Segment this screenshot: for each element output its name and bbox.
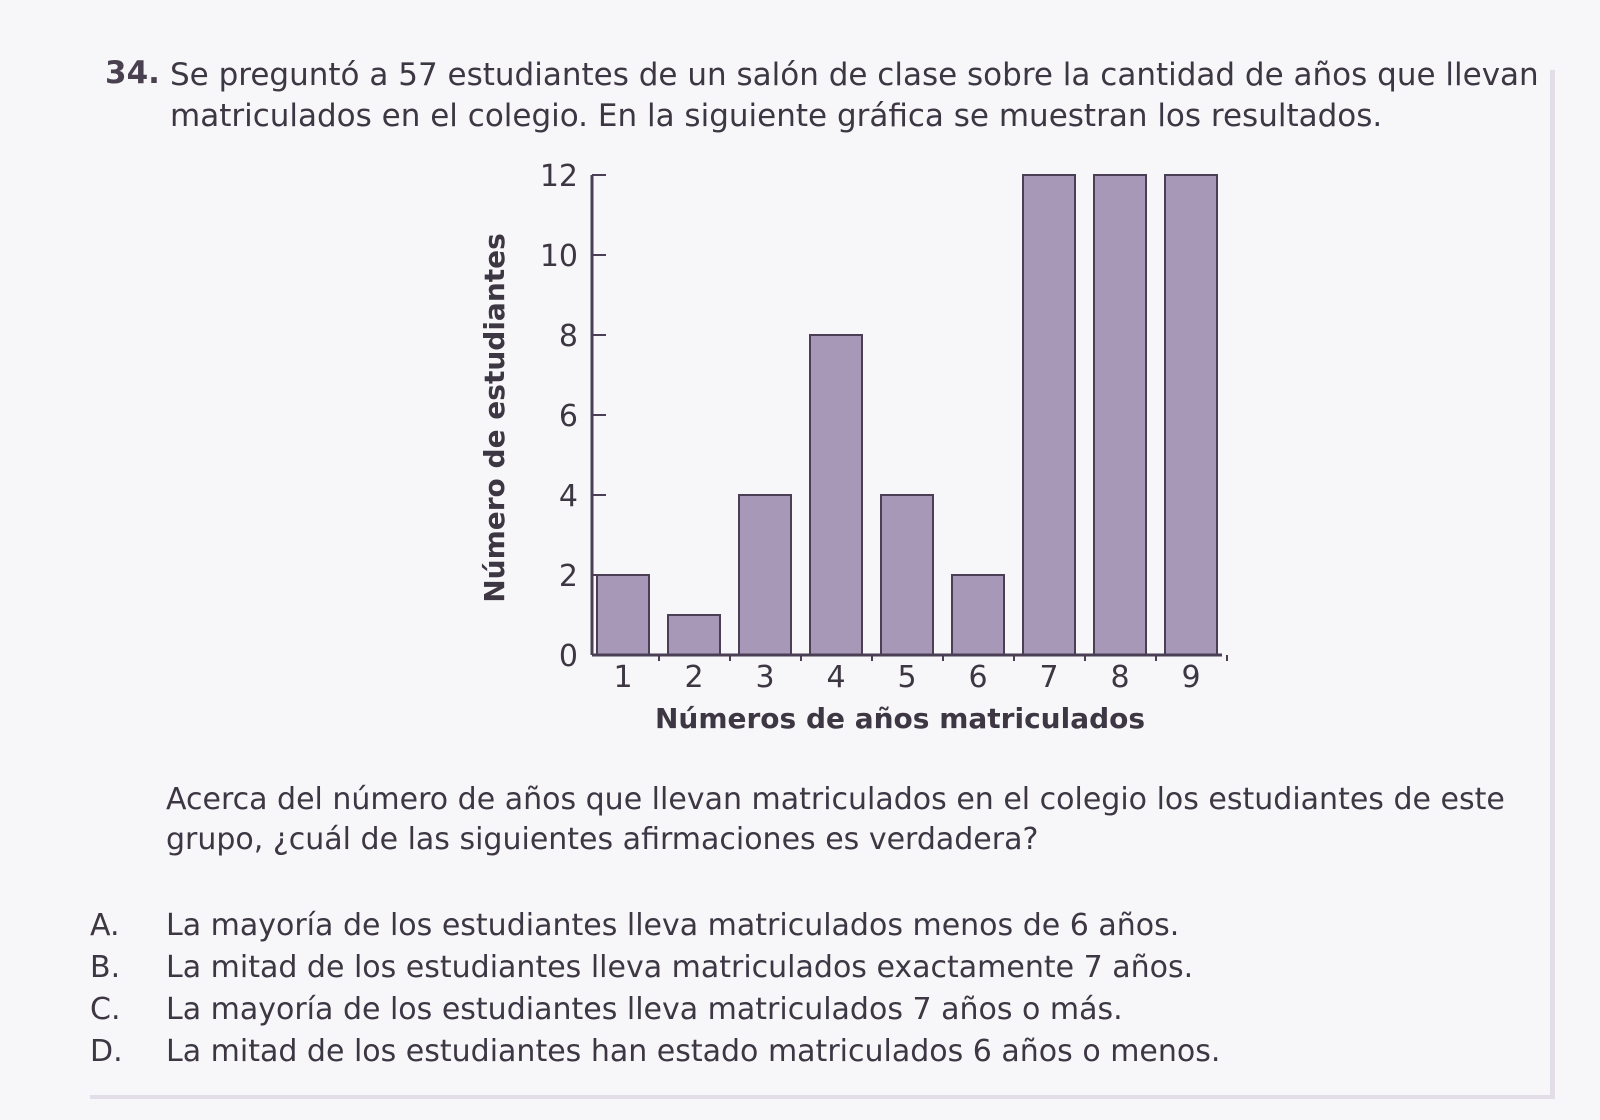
bars-group bbox=[597, 175, 1217, 655]
option-letter: A. bbox=[90, 908, 120, 943]
option-text: La mitad de los estudiantes han estado matriculados 6 años o menos. bbox=[166, 1034, 1221, 1069]
x-tick-label: 1 bbox=[613, 660, 633, 695]
bar-6 bbox=[952, 575, 1004, 655]
option-letter: D. bbox=[90, 1034, 123, 1069]
option-c[interactable] bbox=[90, 989, 1510, 1031]
bar-9 bbox=[1165, 175, 1217, 655]
option-a[interactable] bbox=[90, 905, 1510, 947]
bar-7 bbox=[1023, 175, 1075, 655]
option-text: La mitad de los estudiantes lleva matriculados exactamente 7 años. bbox=[166, 950, 1194, 985]
y-tick-label: 8 bbox=[558, 319, 578, 354]
x-tick-label: 3 bbox=[755, 660, 775, 695]
y-tick-label: 6 bbox=[558, 399, 578, 434]
y-tick-label: 12 bbox=[539, 159, 578, 194]
answer-options bbox=[90, 905, 1510, 1073]
bar-1 bbox=[597, 575, 649, 655]
bar-2 bbox=[668, 615, 720, 655]
question-number: 34. bbox=[105, 55, 160, 91]
bar-8 bbox=[1094, 175, 1146, 655]
x-tick-label: 2 bbox=[684, 660, 704, 695]
y-axis-title: Número de estudiantes bbox=[478, 233, 511, 603]
option-d[interactable] bbox=[90, 1031, 1510, 1073]
y-tick-label: 10 bbox=[539, 239, 578, 274]
x-ticks-group bbox=[613, 655, 1227, 695]
bar-5 bbox=[881, 495, 933, 655]
option-letter: C. bbox=[90, 992, 121, 1027]
x-tick-label: 4 bbox=[826, 660, 846, 695]
x-tick-label: 6 bbox=[968, 660, 988, 695]
x-tick-label: 9 bbox=[1181, 660, 1201, 695]
x-axis-title: Números de años matriculados bbox=[654, 702, 1146, 735]
question-prompt: Acerca del número de años que llevan matriculados en el colegio los estudiantes de este grupo, ¿cuál de las siguientes afirmaciones es verdadera? bbox=[166, 782, 1505, 857]
option-text: La mayoría de los estudiantes lleva matriculados menos de 6 años. bbox=[166, 908, 1180, 943]
x-tick-label: 5 bbox=[897, 660, 917, 695]
option-text: La mayoría de los estudiantes lleva matriculados 7 años o más. bbox=[166, 992, 1123, 1027]
y-tick-label: 0 bbox=[558, 639, 578, 674]
bar-4 bbox=[810, 335, 862, 655]
option-letter: B. bbox=[90, 950, 121, 985]
question-stem: Se preguntó a 57 estudiantes de un salón de clase sobre la cantidad de años que llevan matriculados en el colegio. En la siguiente gráfica se muestran los resultados. bbox=[170, 57, 1539, 134]
bar-3 bbox=[739, 495, 791, 655]
y-tick-label: 2 bbox=[558, 559, 578, 594]
x-tick-label: 7 bbox=[1039, 660, 1059, 695]
option-b[interactable] bbox=[90, 947, 1510, 989]
x-tick-label: 8 bbox=[1110, 660, 1130, 695]
y-tick-label: 4 bbox=[558, 479, 578, 514]
